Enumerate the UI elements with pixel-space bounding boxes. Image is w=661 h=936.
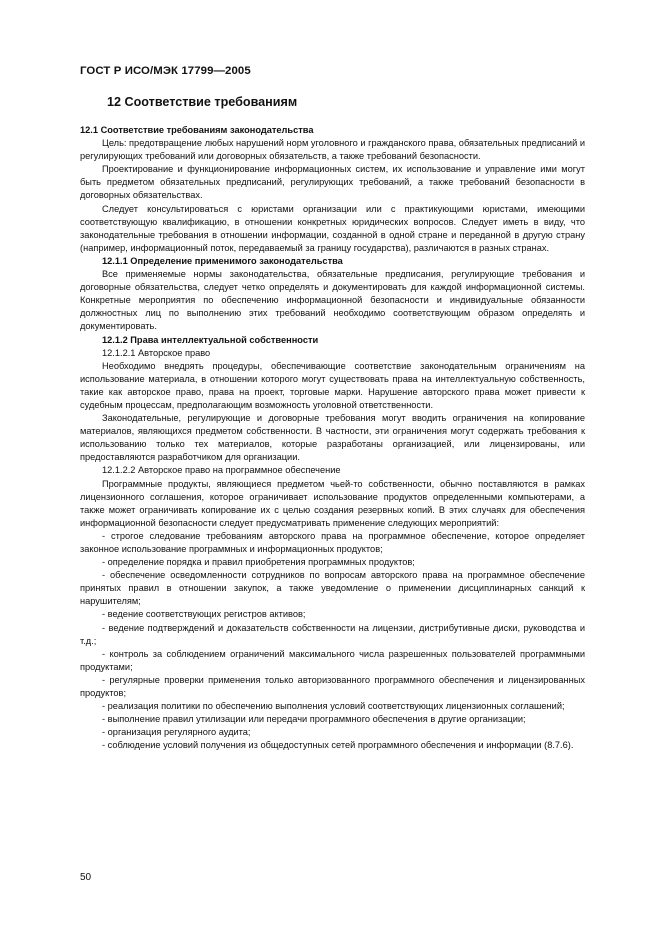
paragraph: Цель: предотвращение любых нарушений норм уголовного и гражданского права, обязательных предписаний и регулирующих требований или договорных обязательств, а также требований безопасности. (80, 138, 585, 162)
document-body (80, 91, 585, 753)
paragraph: Все применяемые нормы законодательства, обязательные предписания, регулирующие требования и договорные обязательства, следует четко определять и документировать для каждой информационной системы. Конкретные мероприятия по обеспечению информационной безопасности и индивидуальные обязанности должностных лиц по выполнению этих требований необходимо соответствующим образом определять и документировать. (80, 269, 585, 332)
paragraph: Проектирование и функционирование информационных систем, их использование и управление ими могут быть предметом обязательных предписаний, регулирующих требований, а также требований безопасности в договорных обязательствах. (80, 164, 585, 201)
clause-title-12-1-2-2: 12.1.2.2 Авторское право на программное обеспечение (102, 465, 341, 476)
list-item: - реализация политики по обеспечению выполнения условий соответствующих лицензионных соглашений; (102, 701, 565, 712)
list-item: - соблюдение условий получения из общедоступных сетей программного обеспечения и информации (8.7.6). (102, 740, 574, 751)
section-title: 12 Соответствие требованиям (107, 95, 298, 109)
list-item: - ведение подтверждений и доказательств собственности на лицензии, дистрибутивные диски, руководства и т.д.; (80, 622, 585, 646)
list-item: - обеспечение осведомленности сотрудников по вопросам авторского права на программное обеспечение принятых правил в отношении закупок, а также уведомление о применении дисциплинарных санкций к нарушителям; (80, 570, 585, 607)
list-item: - ведение соответствующих регистров активов; (102, 609, 306, 620)
list-item: - определение порядка и правил приобретения программных продуктов; (102, 557, 415, 568)
paragraph: Программные продукты, являющиеся предметом чьей-то собственности, обычно поставляются в рамках лицензионного соглашения, которое ограничивает использование продуктов определенными компьютерами, а также может ограничивать копирование их с целью создания резервных копий. В этих случаях для обеспечения информационной безопасности следует предусматривать применение следующих мероприятий: (80, 478, 585, 528)
paragraph: Законодательные, регулирующие и договорные требования могут вводить ограничения на копирование материалов, являющихся предметом собственности. В частности, эти ограничения могут содержать требования к использованию только тех материалов, которые разработаны организацией, или лицензированы, или предоставляются разработчиком для организации. (80, 413, 585, 463)
paragraph: Необходимо внедрять процедуры, обеспечивающие соответствие законодательным ограничениям на использование материала, в отношении которого могут существовать права на интеллектуальную собственность, такие как авторское право, права на проект, торговые марки. Нарушение авторского права может привести к судебным процессам, предполагающим возможность уголовной ответственности. (80, 360, 585, 410)
list-item: - выполнение правил утилизации или передачи программного обеспечения в другие организации; (102, 714, 526, 725)
list-item: - контроль за соблюдением ограничений максимального числа разрешенных пользователей программными продуктами; (80, 648, 585, 672)
list-item: - регулярные проверки применения только авторизованного программного обеспечения и лицензированных продуктов; (80, 674, 585, 699)
subsection-title-12-1-1: 12.1.1 Определение применимого законодательства (102, 255, 343, 266)
document-header: ГОСТ Р ИСО/МЭК 17799—2005 (80, 65, 251, 77)
list-item: - строгое следование требованиям авторского права на программное обеспечение, которое определяет законное использование программных и информационных продуктов; (80, 530, 585, 554)
paragraph: Следует консультироваться с юристами организации или с практикующими юристами, имеющими соответствующую квалификацию, в отношении конкретных юридических вопросов. Следует иметь в виду, что законодательные требования в отношении информации, созданной в одной стране и переданной в другую страну (например, информационный поток, передаваемый за границу государства), различаются в разных странах. (80, 203, 585, 253)
subsection-title-12-1-2: 12.1.2 Права интеллектуальной собственности (102, 334, 319, 345)
list-item: - организация регулярного аудита; (102, 727, 251, 738)
subsection-title-12-1: 12.1 Соответствие требованиям законодательства (80, 125, 314, 135)
page-number: 50 (80, 872, 92, 883)
clause-title-12-1-2-1: 12.1.2.1 Авторское право (102, 347, 211, 358)
